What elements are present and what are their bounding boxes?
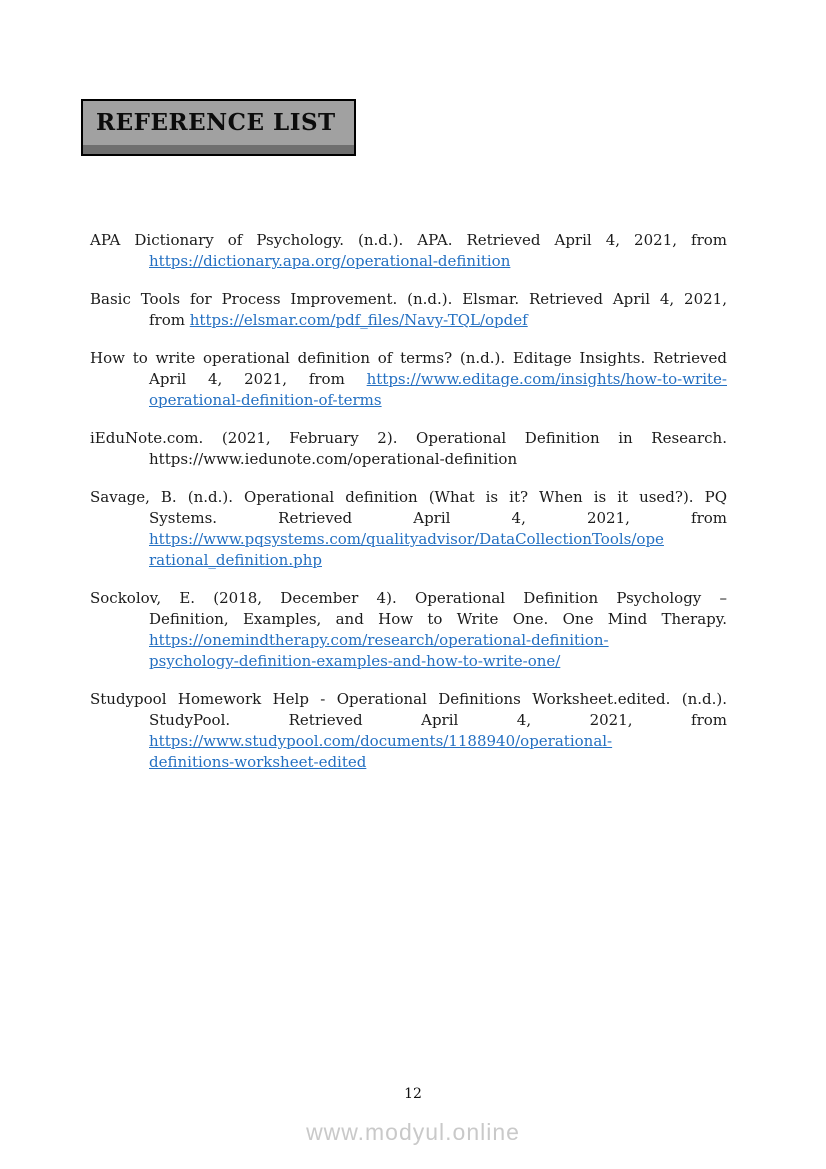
reference-line: [90, 289, 727, 310]
reference-line: [149, 752, 727, 773]
reference-line: [90, 230, 727, 251]
reference-entry: [90, 230, 727, 272]
reference-link[interactable]: operational-definition-of-terms: [149, 391, 382, 409]
reference-entry: [90, 588, 727, 672]
reference-line: [90, 348, 727, 369]
reference-text: iEduNote.com. (2021, February 2). Operational Definition in Research.: [90, 429, 727, 447]
reference-text: Studypool Homework Help - Operational Definitions Worksheet.edited. (n.d.).: [90, 690, 727, 708]
reference-line: [149, 529, 727, 550]
reference-line: [149, 369, 727, 390]
watermark: www.modyul.online: [306, 1119, 520, 1145]
reference-text: StudyPool. Retrieved April 4, 2021, from: [149, 711, 727, 729]
reference-link[interactable]: https://www.pqsystems.com/qualityadvisor/DataCollectionTools/ope: [149, 530, 664, 548]
reference-link[interactable]: https://onemindtherapy.com/research/operational-definition-: [149, 631, 609, 649]
reference-line: [90, 487, 727, 508]
reference-text: Definition, Examples, and How to Write One. One Mind Therapy.: [149, 610, 727, 628]
reference-line: [149, 449, 727, 470]
page-title: REFERENCE LIST: [96, 109, 336, 136]
reference-line: [149, 609, 727, 630]
reference-text: from: [149, 311, 190, 329]
reference-text: Basic Tools for Process Improvement. (n.d.). Elsmar. Retrieved April 4, 2021,: [90, 290, 727, 308]
reference-entry: [90, 487, 727, 571]
reference-line: [149, 550, 727, 571]
reference-link[interactable]: https://www.studypool.com/documents/1188940/operational-: [149, 732, 613, 750]
reference-line: [149, 630, 727, 651]
reference-line: [90, 428, 727, 449]
reference-text: April 4, 2021, from: [149, 370, 367, 388]
reference-text: Sockolov, E. (2018, December 4). Operational Definition Psychology –: [90, 589, 727, 607]
reference-text: Systems. Retrieved April 4, 2021, from: [149, 509, 727, 527]
reference-line: [149, 310, 727, 331]
reference-entry: [90, 348, 727, 411]
reference-line: [149, 710, 727, 731]
page-number: 12: [404, 1086, 422, 1102]
reference-line: [90, 588, 727, 609]
reference-line: [149, 390, 727, 411]
reference-list-header: [81, 99, 356, 156]
reference-text: How to write operational definition of terms? (n.d.). Editage Insights. Retrieved: [90, 349, 727, 367]
reference-line: [149, 508, 727, 529]
reference-link[interactable]: https://www.editage.com/insights/how-to-write-: [366, 370, 727, 388]
reference-entry: [90, 289, 727, 331]
reference-list: [90, 230, 727, 790]
reference-text: Savage, B. (n.d.). Operational definition (What is it? When is it used?). PQ: [90, 488, 727, 506]
reference-line: [149, 731, 727, 752]
reference-text: APA Dictionary of Psychology. (n.d.). APA. Retrieved April 4, 2021, from: [90, 231, 727, 249]
reference-link[interactable]: https://elsmar.com/pdf_files/Navy-TQL/opdef: [189, 311, 528, 329]
reference-link[interactable]: rational_definition.php: [149, 551, 322, 569]
reference-line: [149, 251, 727, 272]
reference-line: [90, 689, 727, 710]
reference-line: [149, 651, 727, 672]
reference-entry: [90, 428, 727, 470]
reference-text: https://www.iedunote.com/operational-definition: [149, 450, 518, 468]
reference-link[interactable]: https://dictionary.apa.org/operational-definition: [149, 252, 511, 270]
header-shadow-strip: [83, 145, 354, 154]
reference-link[interactable]: psychology-definition-examples-and-how-to-write-one/: [149, 652, 561, 670]
reference-link[interactable]: definitions-worksheet-edited: [149, 753, 367, 771]
reference-entry: [90, 689, 727, 773]
